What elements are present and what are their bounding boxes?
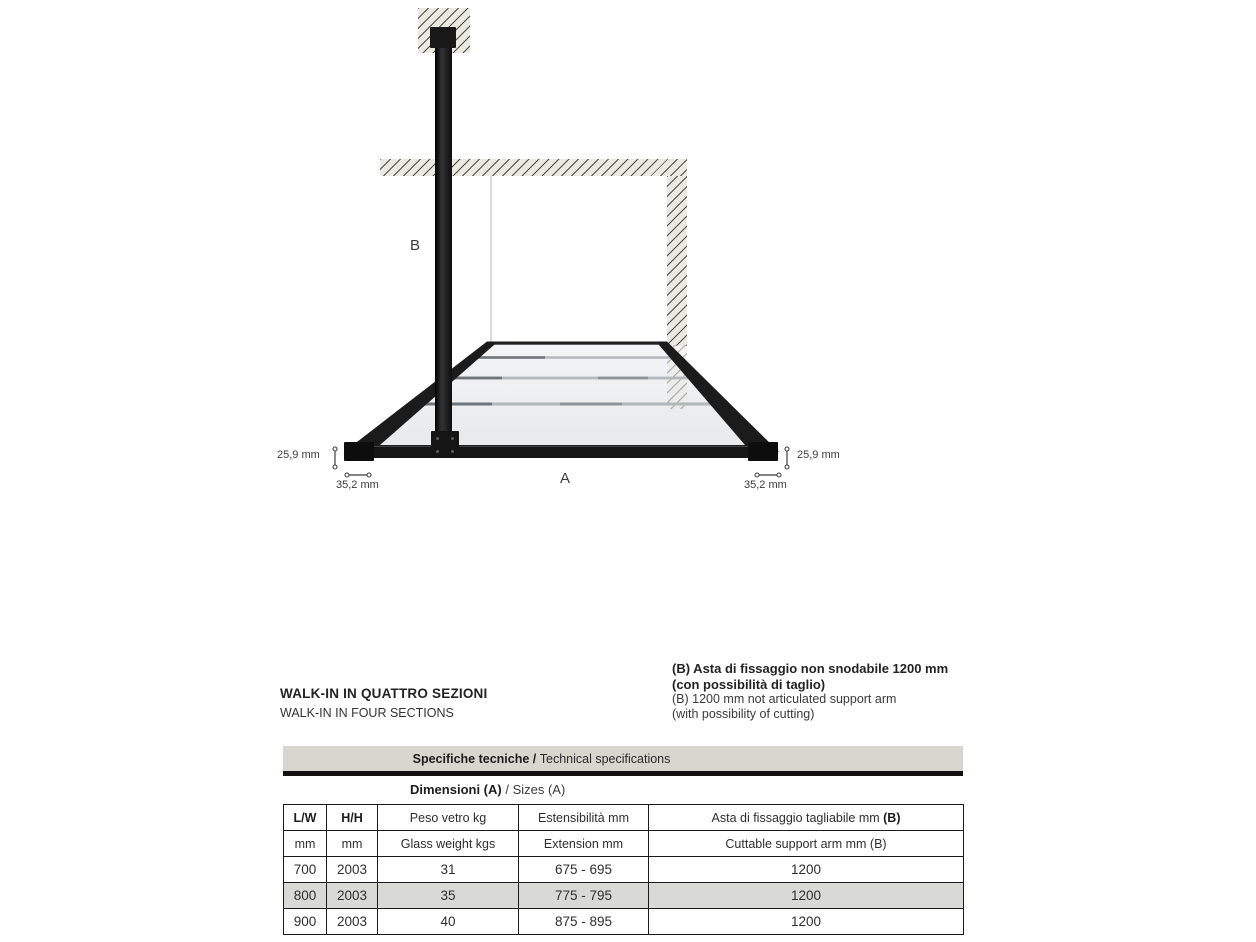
cell-arm: 1200: [649, 883, 964, 909]
screw-dot-icon: [436, 450, 439, 453]
col-header-lw: L/W: [284, 805, 327, 831]
pole-ceiling-cap: [430, 27, 456, 48]
cell-arm: 1200: [649, 909, 964, 935]
label-a: A: [560, 470, 571, 487]
note-line-english-2: (with possibility of cutting): [672, 706, 815, 721]
pole-glass-bracket: [431, 431, 459, 458]
technical-specifications-section: [283, 746, 963, 935]
spec-header-title: [283, 752, 800, 766]
cell-weight: 40: [378, 909, 519, 935]
cell-lw: 700: [284, 857, 327, 883]
label-b: B: [410, 237, 421, 254]
col-header-glass-weight-it: Peso vetro kg: [378, 805, 519, 831]
col-header-support-arm-it: Asta di fissaggio tagliabile mm (B): [649, 805, 964, 831]
table-row: [284, 909, 964, 935]
col-header-extension-it: Estensibilità mm: [519, 805, 649, 831]
dimension-marker-vertical-icon: [330, 445, 340, 471]
support-arm-note: [672, 661, 992, 721]
cell-extension: 675 - 695: [519, 857, 649, 883]
cell-hh: 2003: [327, 857, 378, 883]
dimensions-subtitle-italian: Dimensioni (A): [410, 782, 506, 797]
spec-header-title-english: Technical specifications: [539, 751, 671, 766]
header-row-primary: [284, 805, 964, 831]
col-header-support-arm-en: Cuttable support arm mm (B): [649, 831, 964, 857]
col-header-glass-weight-en: Glass weight kgs: [378, 831, 519, 857]
dimension-right-offset: 35,2 mm: [744, 479, 787, 491]
cell-hh: 2003: [327, 883, 378, 909]
dimension-left-height: 25,9 mm: [277, 449, 320, 461]
cell-lw: 900: [284, 909, 327, 935]
table-row: [284, 883, 964, 909]
note-line-english-1: (B) 1200 mm not articulated support arm: [672, 692, 897, 706]
dimension-left-offset: 35,2 mm: [336, 479, 379, 491]
dimension-marker-vertical-icon: [782, 445, 792, 471]
cell-weight: 31: [378, 857, 519, 883]
glass-back-edge-line: [490, 176, 492, 343]
col-header-hh: H/H: [327, 805, 378, 831]
spec-header-title-italian: Specifiche tecniche /: [412, 751, 540, 766]
cell-extension: 875 - 895: [519, 909, 649, 935]
spec-header-bar: [283, 746, 963, 771]
support-arm-pole: [435, 27, 452, 456]
dimensions-subtitle-english: / Sizes (A): [505, 782, 566, 797]
dimensions-subtitle: [283, 776, 963, 804]
product-title-block: [280, 686, 487, 720]
cell-lw: 800: [284, 883, 327, 909]
wall-section-horizontal: [380, 159, 687, 176]
col-header-extension-en: Extension mm: [519, 831, 649, 857]
glass-panel-drawing: [330, 335, 790, 467]
col-header-lw-unit: mm: [284, 831, 327, 857]
table-row: [284, 857, 964, 883]
col-header-hh-unit: mm: [327, 831, 378, 857]
note-line-italian-2: (con possibilità di taglio): [672, 676, 826, 692]
wall-section-vertical: [667, 176, 687, 346]
product-title-italian: WALK-IN IN QUATTRO SEZIONI: [280, 686, 488, 701]
cell-hh: 2003: [327, 909, 378, 935]
cell-extension: 775 - 795: [519, 883, 649, 909]
cell-arm: 1200: [649, 857, 964, 883]
note-line-italian-1: (B) Asta di fissaggio non snodabile 1200 mm: [672, 661, 949, 676]
screw-dot-icon: [451, 450, 454, 453]
screw-dot-icon: [451, 437, 454, 440]
dimension-right-height: 25,9 mm: [797, 449, 840, 461]
cell-weight: 35: [378, 883, 519, 909]
screw-dot-icon: [436, 437, 439, 440]
header-row-secondary: [284, 831, 964, 857]
spec-table: [283, 804, 964, 935]
product-title-english: WALK-IN IN FOUR SECTIONS: [280, 706, 454, 720]
